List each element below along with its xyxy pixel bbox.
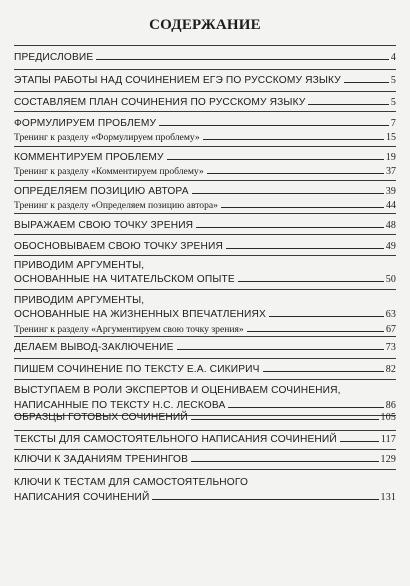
entry-title: ПИШЕМ СОЧИНЕНИЕ ПО ТЕКСТУ Е.А. СИКИРИЧ [14,364,260,375]
toc-entry[interactable] [14,341,396,354]
page-number: 82 [385,364,396,375]
leader-dots [263,370,384,372]
toc-entry[interactable] [14,151,396,178]
entry-title-line-1: ВЫСТУПАЕМ В РОЛИ ЭКСПЕРТОВ И ОЦЕНИВАЕМ СОЧИНЕНИЯ, [14,385,341,396]
page-number: 73 [385,342,396,353]
divider [14,213,396,214]
entry-title: ПРЕДИСЛОВИЕ [14,52,94,63]
divider [14,180,396,181]
entry-title: КЛЮЧИ К ЗАДАНИЯМ ТРЕНИНГОВ [14,454,189,465]
entry-title-line-1: КЛЮЧИ К ТЕСТАМ ДЛЯ САМОСТОЯТЕЛЬНОГО [14,477,249,488]
leader-dots [191,418,379,420]
leader-dots [167,158,384,160]
entry-title-line-2: ОСНОВАННЫЕ НА ЧИТАТЕЛЬСКОМ ОПЫТЕ [14,274,235,285]
divider [14,469,396,470]
page-number: 5 [390,97,396,108]
page-number: 67 [386,324,396,335]
leader-dots [308,103,388,105]
divider [14,69,396,70]
page-number: 49 [385,241,396,252]
leader-dots [247,330,384,332]
divider [14,289,396,290]
page-number: 39 [385,186,396,197]
leader-dots [221,206,384,208]
leader-dots [238,280,384,282]
toc-entry[interactable] [14,51,396,64]
entry-title: Тренинг к разделу «Аргументируем свою точку зрения» [14,324,244,335]
page-title: СОДЕРЖАНИЕ [149,17,261,33]
entry-title: ОБОСНОВЫВАЕМ СВОЮ ТОЧКУ ЗРЕНИЯ [14,241,223,252]
page-number: 19 [385,152,396,163]
page-number: 4 [390,52,396,63]
page-number: 129 [380,454,396,465]
toc-subentry[interactable] [14,323,396,336]
entry-title: СОСТАВЛЯЕМ ПЛАН СОЧИНЕНИЯ ПО РУССКОМУ ЯЗЫКУ [14,97,306,108]
toc-entry[interactable] [14,117,396,144]
leader-dots [344,81,389,83]
divider [14,255,396,256]
entry-title: ДЕЛАЕМ ВЫВОД-ЗАКЛЮЧЕНИЕ [14,342,174,353]
leader-dots [192,192,384,194]
entry-title-line-1: ПРИВОДИМ АРГУМЕНТЫ, [14,295,145,306]
entry-title: ОБРАЗЦЫ ГОТОВЫХ СОЧИНЕНИЙ [14,412,188,423]
divider [14,111,396,112]
leader-dots [226,247,384,249]
page-number: 131 [380,492,396,503]
toc-entry[interactable] [14,219,396,232]
leader-dots [152,498,378,500]
entry-title: Тренинг к разделу «Определяем позицию автора» [14,200,218,211]
toc-subentry[interactable] [14,199,396,212]
page-number: 37 [386,166,396,177]
leader-dots [177,348,384,350]
entry-title: ТЕКСТЫ ДЛЯ САМОСТОЯТЕЛЬНОГО НАПИСАНИЯ СОЧИНЕНИЙ [14,434,337,445]
entry-title-line-2: ОСНОВАННЫЕ НА ЖИЗНЕННЫХ ВПЕЧАТЛЕНИЯХ [14,309,266,320]
toc-entry[interactable] [14,259,396,286]
page-number: 15 [386,132,396,143]
toc-entry[interactable] [14,453,396,466]
page-number: 7 [390,118,396,129]
entry-title: Тренинг к разделу «Формулируем проблему» [14,132,200,143]
entry-title-line-2: НАПИСАННЫЕ ПО ТЕКСТУ Н.С. ЛЕСКОВА [14,400,226,411]
divider [14,379,396,380]
entry-title-line-2: НАПИСАНИЯ СОЧИНЕНИЙ [14,492,150,503]
leader-dots [228,406,383,408]
divider [14,146,396,147]
entry-title: ФОРМУЛИРУЕМ ПРОБЛЕМУ [14,118,157,129]
toc-entry[interactable] [14,185,396,212]
divider [14,358,396,359]
page-number: 50 [385,274,396,285]
leader-dots [96,58,389,60]
toc-entry[interactable] [14,411,396,424]
toc-entry[interactable] [14,74,396,87]
toc-subentry[interactable] [14,165,396,178]
divider [14,336,396,337]
entry-title: ВЫРАЖАЕМ СВОЮ ТОЧКУ ЗРЕНИЯ [14,220,194,231]
divider [14,449,396,450]
divider [14,234,396,235]
entry-title: Тренинг к разделу «Комментируем проблему» [14,166,204,177]
toc-entry[interactable] [14,294,396,336]
entry-title: КОММЕНТИРУЕМ ПРОБЛЕМУ [14,152,164,163]
toc-entry[interactable] [14,240,396,253]
page-number: 48 [385,220,396,231]
divider [14,430,396,431]
entry-title: ЭТАПЫ РАБОТЫ НАД СОЧИНЕНИЕМ ЕГЭ ПО РУССКОМУ ЯЗЫКУ [14,75,341,86]
leader-dots [203,138,384,140]
toc-subentry[interactable] [14,131,396,144]
leader-dots [159,124,389,126]
page-number: 44 [386,200,396,211]
page-number: 63 [385,309,396,320]
page-number: 117 [380,434,396,445]
leader-dots [196,226,384,228]
page-number: 105 [380,412,396,423]
divider [14,45,396,46]
divider [14,91,396,92]
toc-entry[interactable] [14,384,396,412]
toc-entry[interactable] [14,476,396,504]
entry-title: ОПРЕДЕЛЯЕМ ПОЗИЦИЮ АВТОРА [14,186,189,197]
toc-entry[interactable] [14,433,396,446]
toc-entry[interactable] [14,96,396,109]
toc-entry[interactable] [14,363,396,376]
leader-dots [191,460,379,462]
leader-dots [340,440,379,442]
entry-title-line-1: ПРИВОДИМ АРГУМЕНТЫ, [14,260,145,271]
page-number: 86 [385,400,396,411]
leader-dots [207,172,384,174]
page-number: 5 [390,75,396,86]
leader-dots [269,315,384,317]
